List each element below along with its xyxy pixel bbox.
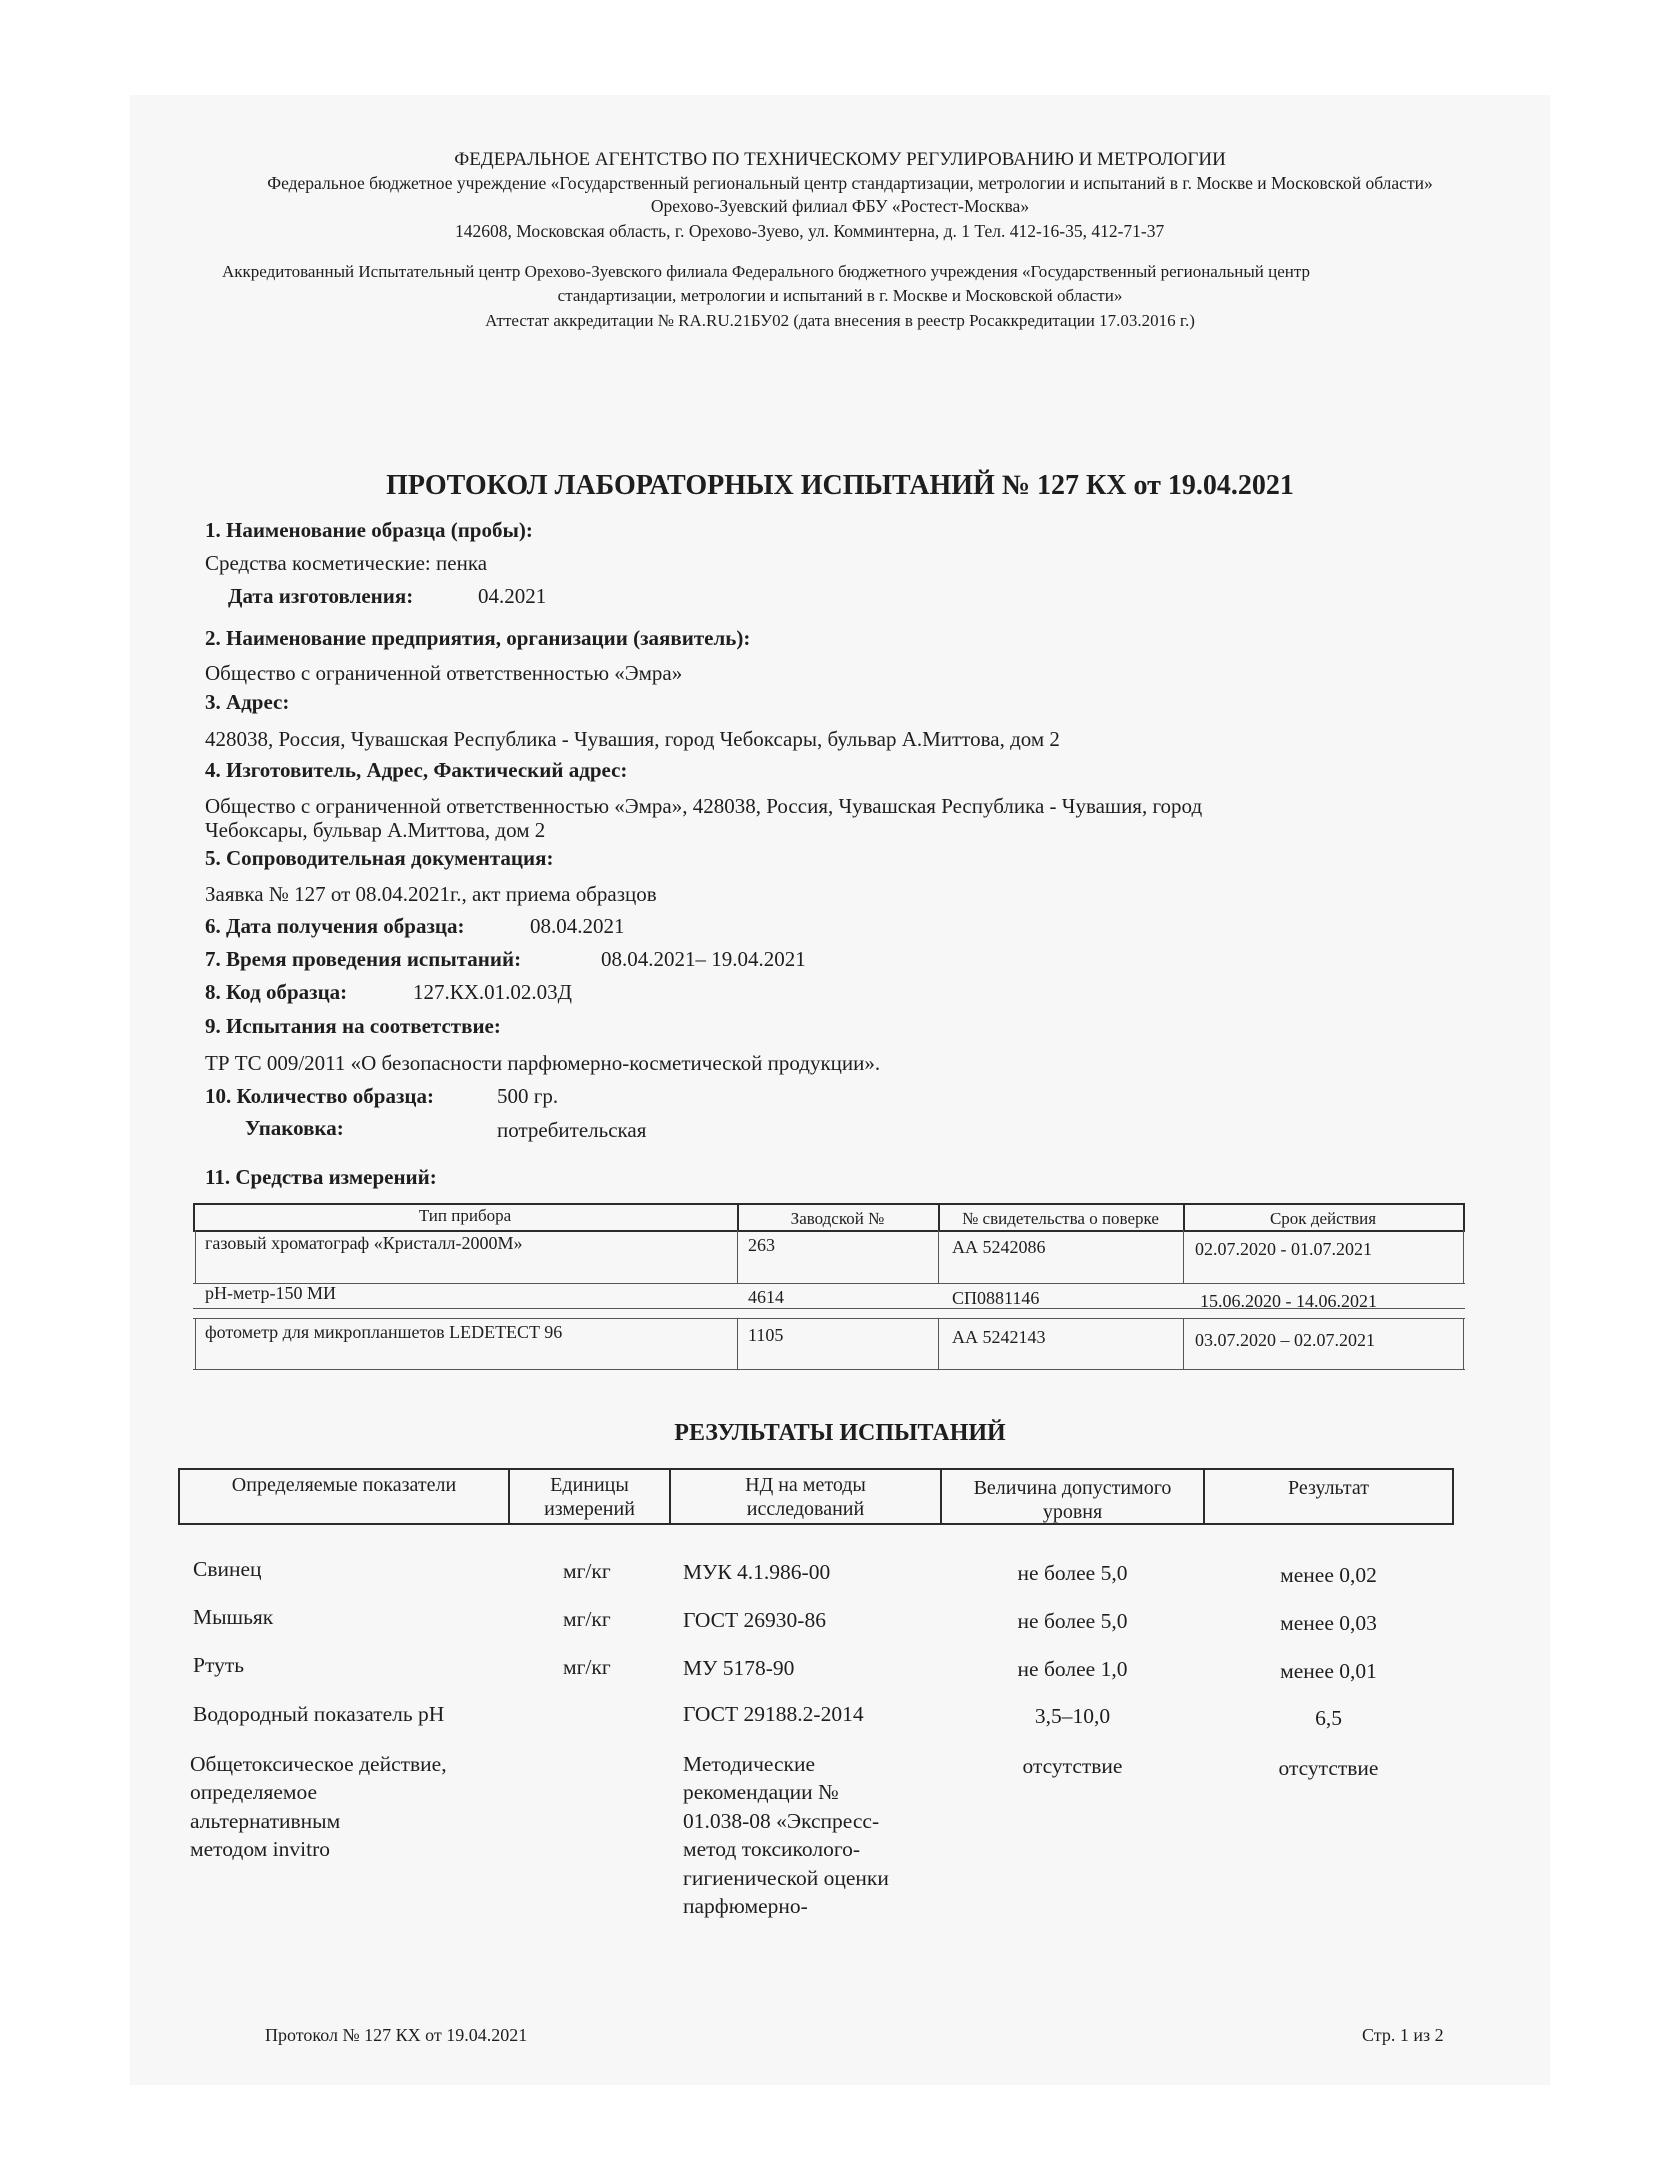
agency-name: ФЕДЕРАЛЬНОЕ АГЕНТСТВО ПО ТЕХНИЧЕСКОМУ РЕГУЛИРОВАНИЮ И МЕТРОЛОГИИ [454,149,1226,170]
result-row-2-units: мг/кг [563,1607,611,1631]
results-header-method: НД на методы исследований [745,1474,866,1520]
result-row-2-indicator: Мышьяк [193,1605,274,1629]
result-row-1-units: мг/кг [563,1559,611,1583]
result-row-4-limit: 3,5–10,0 [1034,1704,1111,1728]
section-6-label: 6. Дата получения образца: [205,914,465,938]
result-row-4-result: 6,5 [1315,1706,1342,1730]
result-row-5-result: отсутствие [1278,1756,1379,1780]
branch-name: Орехово-Зуевский филиал ФБУ «Ростест-Москва» [650,196,1030,216]
section-11-label: 11. Средства измерений: [205,1165,437,1189]
section-2-label: 2. Наименование предприятия, организации (заявитель): [205,626,751,650]
instrument-row-2-type: pH-метр-150 МИ [205,1283,336,1303]
result-row-2-limit: не более 5,0 [1017,1609,1128,1633]
section-10-label: 10. Количество образца: [205,1084,435,1108]
result-row-2-result: менее 0,03 [1280,1611,1377,1635]
section-4-value-line-2: Чебоксары, бульвар А.Миттова, дом 2 [205,818,546,842]
accreditation-line-1: Аккредитованный Испытательный центр Орехово-Зуевского филиала Федерального бюджетного учреждения «Государственный региональный центр [222,262,1310,281]
instrument-header-validity: Срок действия [1269,1209,1377,1228]
packaging-label: Упаковка: [245,1116,344,1140]
section-3-label: 3. Адрес: [205,690,290,714]
section-1-value: Средства косметические: пенка [205,551,488,575]
instrument-row-2-certificate: СП0881146 [952,1288,1040,1308]
instrument-row-2-serial: 4614 [748,1287,784,1307]
branch-address: 142608, Московская область, г. Орехово-Зуево, ул. Комминтерна, д. 1 Тел. 412-16-35, 412-71-37 [455,221,1165,241]
results-header-result: Результат [1287,1477,1369,1499]
result-row-3-indicator: Ртуть [193,1653,245,1677]
instrument-row-1-serial: 263 [748,1235,775,1255]
manufacture-date-value: 04.2021 [478,584,547,608]
result-row-1-method: МУК 4.1.986-00 [683,1560,831,1584]
section-3-value: 428038, Россия, Чувашская Республика - Чувашия, город Чебоксары, бульвар А.Миттова, дом 2 [205,727,1060,751]
result-row-3-method: МУ 5178-90 [683,1656,795,1680]
section-2-value: Общество с ограниченной ответственностью «Эмра» [205,661,683,685]
results-header-units: Единицы измерений [544,1474,635,1520]
accreditation-certificate: Аттестат аккредитации № RA.RU.21БУ02 (дата внесения в реестр Росаккредитации 17.03.2016 г.) [485,311,1195,330]
instrument-row-3-serial: 1105 [748,1325,784,1345]
result-row-3-result: менее 0,01 [1280,1659,1377,1683]
accreditation-line-2: стандартизации, метрологии и испытаний в г. Москве и Московской области» [557,286,1123,305]
results-heading: РЕЗУЛЬТАТЫ ИСПЫТАНИЙ [674,1420,1006,1446]
result-row-5-limit: отсутствие [1022,1754,1123,1778]
instrument-row-3-certificate: АА 5242143 [952,1327,1046,1347]
instrument-header-serial: Заводской № [790,1209,885,1228]
protocol-title: ПРОТОКОЛ ЛАБОРАТОРНЫХ ИСПЫТАНИЙ № 127 КХ от 19.04.2021 [386,470,1294,501]
result-row-2-method: ГОСТ 26930-86 [683,1608,826,1632]
instrument-row-1-certificate: АА 5242086 [952,1237,1046,1257]
result-row-5-method: Методические рекомендации № 01.038-08 «Экспресс- метод токсиколого- гигиенической оценки парфюмерно- [683,1752,889,1918]
instrument-header-type: Тип прибора [418,1206,512,1225]
section-4-value-line-1: Общество с ограниченной ответственностью «Эмра», 428038, Россия, Чувашская Республика - Чувашия, город [205,794,1203,818]
instrument-row-1-type: газовый хроматограф «Кристалл-2000М» [205,1233,523,1253]
results-header-indicator: Определяемые показатели [231,1474,457,1496]
footer-page-number: Стр. 1 из 2 [1362,2025,1444,2045]
result-row-1-indicator: Свинец [193,1557,262,1581]
section-9-label: 9. Испытания на соответствие: [205,1014,501,1038]
instrument-row-2-validity: 15.06.2020 - 14.06.2021 [1200,1291,1377,1311]
section-10-value: 500 гр. [497,1084,559,1108]
result-row-5-indicator: Общетоксическое действие, определяемое альтернативным методом invitro [190,1752,447,1862]
section-9-value: ТР ТС 009/2011 «О безопасности парфюмерно-косметической продукции». [205,1051,881,1075]
results-header-limit: Величина допустимого уровня [973,1477,1172,1523]
footer-protocol: Протокол № 127 КХ от 19.04.2021 [265,2025,528,2045]
packaging-value: потребительская [497,1118,647,1142]
instrument-header-certificate: № свидетельства о поверке [962,1209,1159,1228]
section-4-label: 4. Изготовитель, Адрес, Фактический адрес: [205,758,628,782]
section-8-value: 127.КХ.01.02.03Д [413,980,572,1004]
section-6-value: 08.04.2021 [530,914,625,938]
result-row-3-units: мг/кг [563,1655,611,1679]
result-row-1-result: менее 0,02 [1280,1563,1377,1587]
instrument-row-3-validity: 03.07.2020 – 02.07.2021 [1195,1330,1375,1350]
section-8-label: 8. Код образца: [205,980,348,1004]
result-row-4-method: ГОСТ 29188.2-2014 [683,1702,864,1726]
result-row-3-limit: не более 1,0 [1017,1657,1128,1681]
instrument-row-3-type: фотометр для микропланшетов LEDETECT 96 [205,1322,563,1342]
section-1-label: 1. Наименование образца (пробы): [205,518,533,542]
section-7-label: 7. Время проведения испытаний: [205,947,522,971]
institution-name: Федеральное бюджетное учреждение «Государственный региональный центр стандартизации, метрологии и испытаний в г. Москве и Московской области» [267,173,1433,193]
section-7-value: 08.04.2021– 19.04.2021 [601,947,806,971]
instrument-row-1-validity: 02.07.2020 - 01.07.2021 [1195,1239,1372,1259]
manufacture-date-label: Дата изготовления: [228,584,414,608]
section-5-value: Заявка № 127 от 08.04.2021г., акт приема образцов [205,882,657,906]
result-row-4-indicator: Водородный показатель pH [193,1702,445,1726]
result-row-1-limit: не более 5,0 [1017,1561,1128,1585]
section-5-label: 5. Сопроводительная документация: [205,846,554,870]
